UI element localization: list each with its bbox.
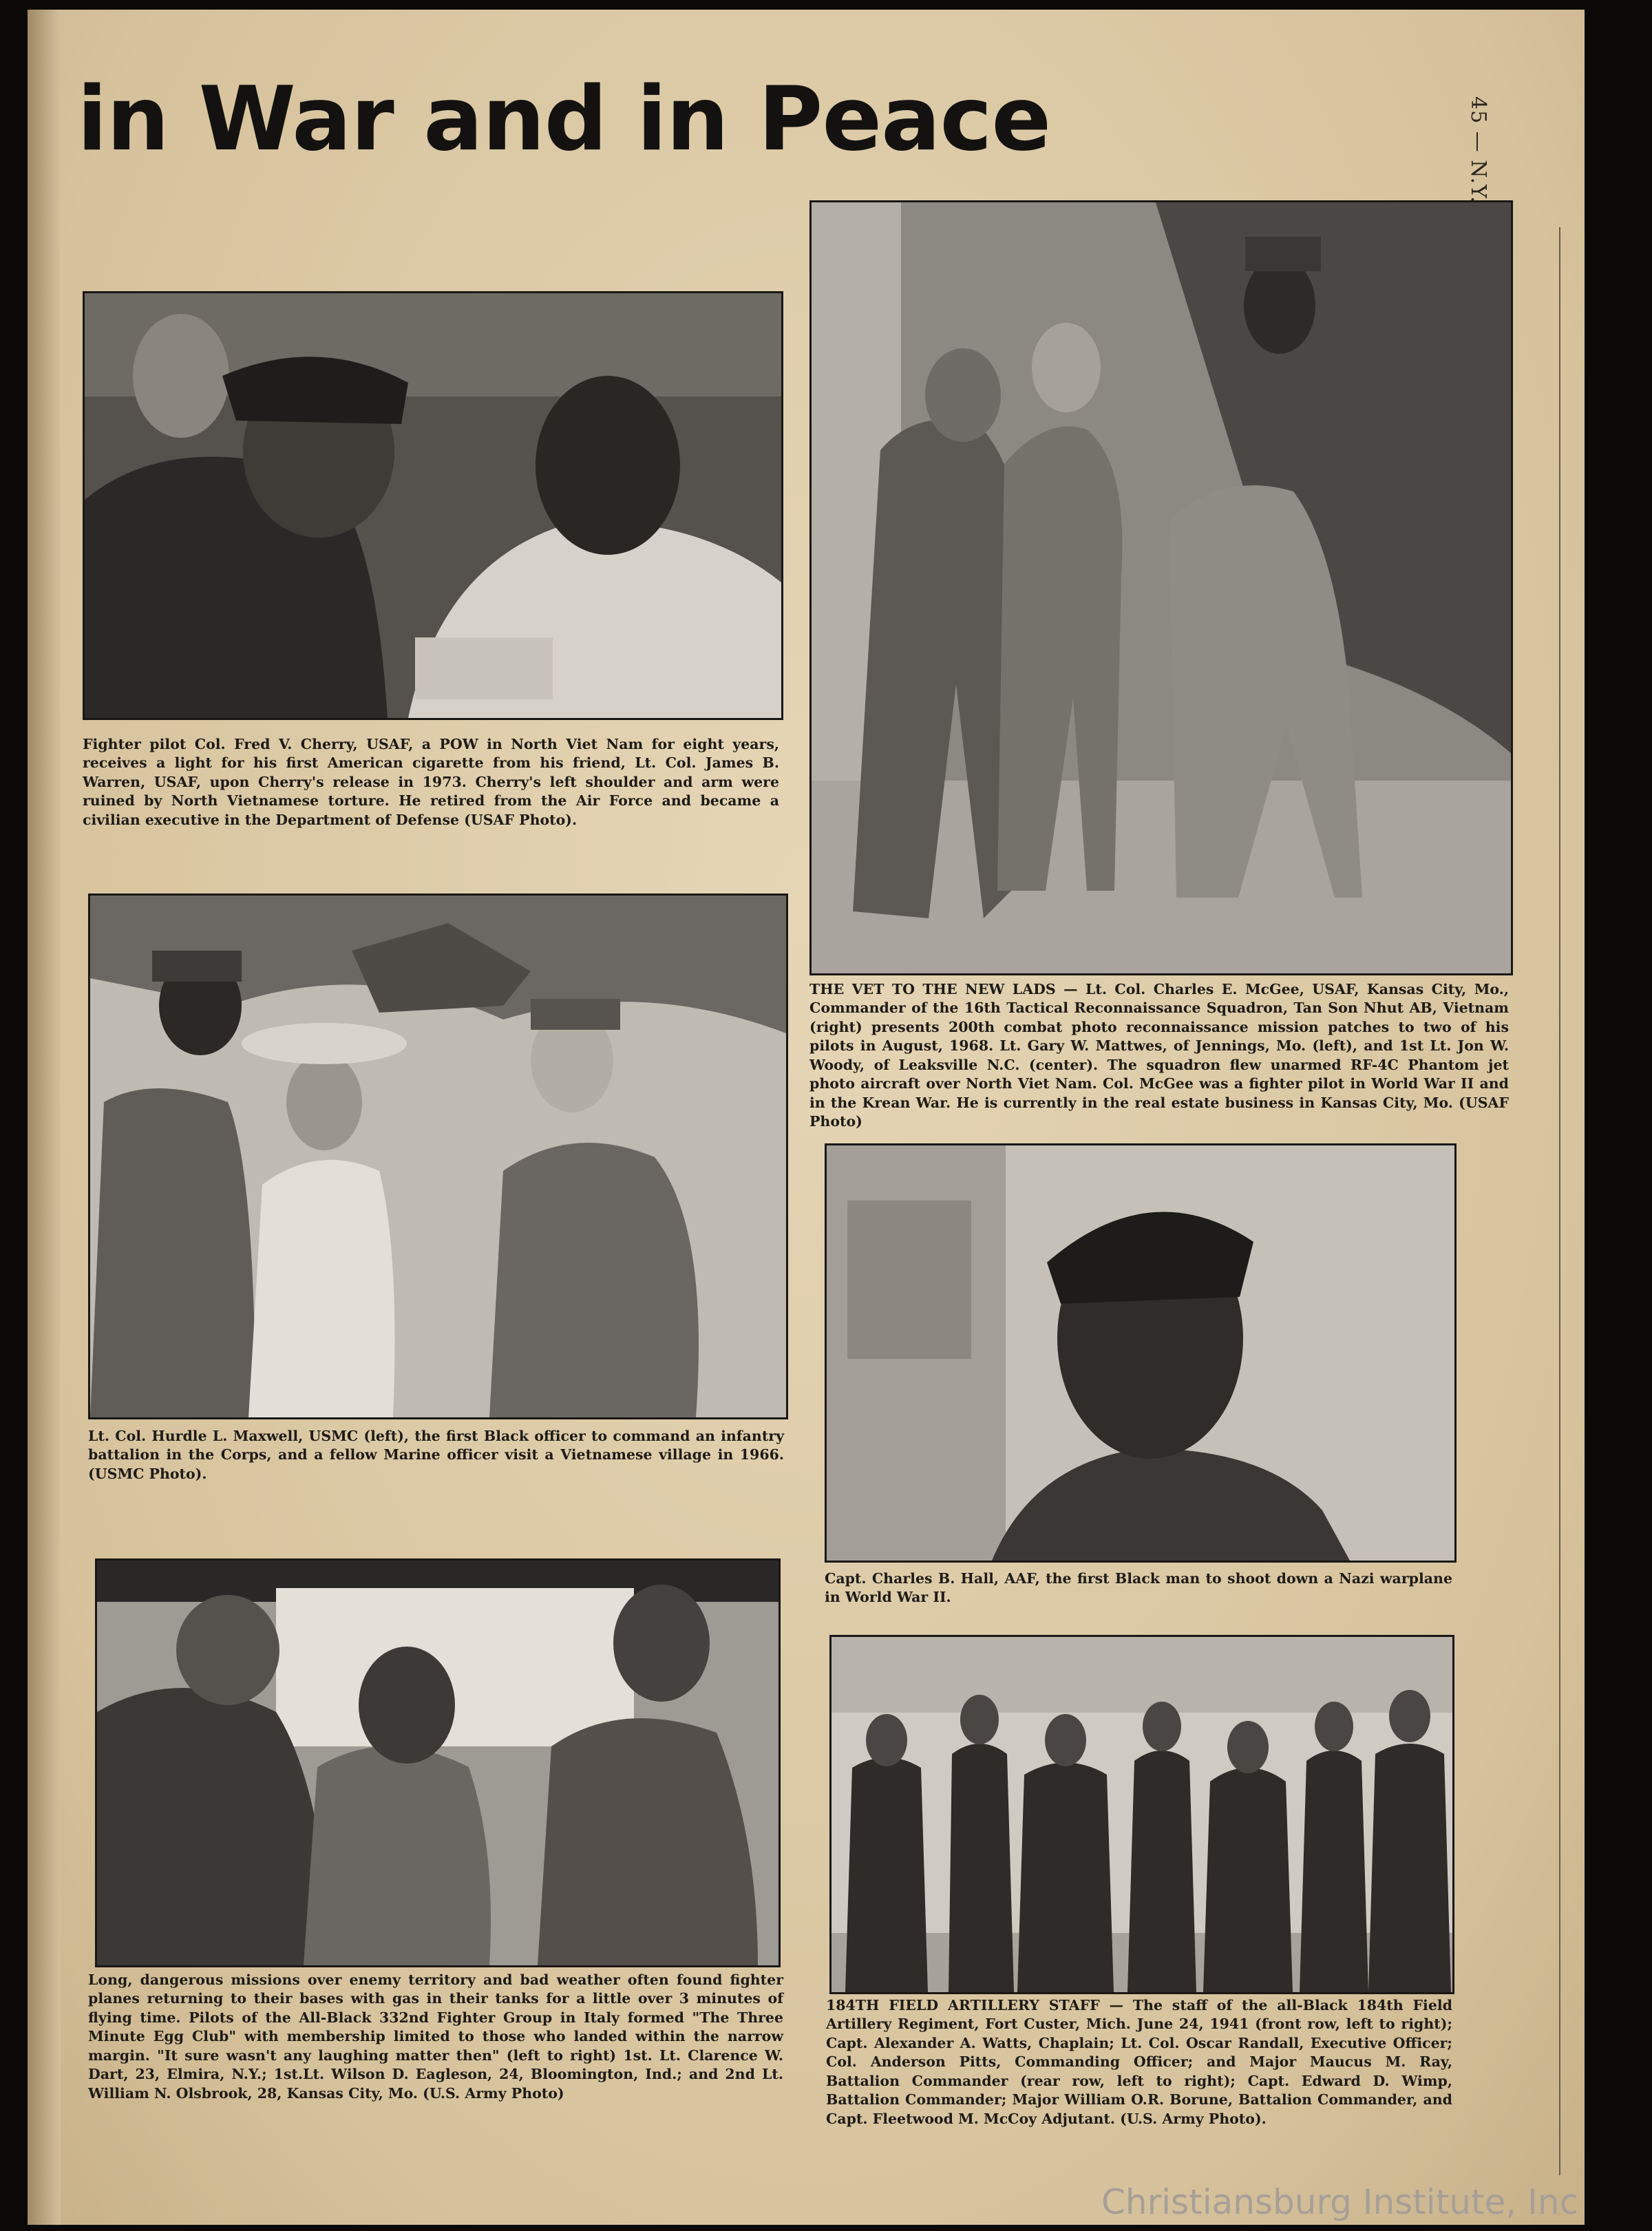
- column-rule: [1559, 227, 1560, 2175]
- caption-mcgee: THE VET TO THE NEW LADS — Lt. Col. Charles E. McGee, USAF, Kansas City, Mo., Commander of the 16th Tactical Reconnaissance Squadron, Tan Son Nhut AB, Vietnam (right) presents 200th combat photo reconnaissance mission patches to two of his pilots in August, 1968. Lt. Gary W. Mattwes, of Jennings, Mo. (left), and 1st Lt. Jon W. Woody, of Leaksville N.C. (center). The squadron flew unarmed RF-4C Phantom jet photo aircraft over North Viet Nam. Col. McGee was a fighter pilot in World War II and in the Krean War. He is currently in the real estate business in Kansas City, Mo. (USAF Photo): [809, 981, 1509, 1130]
- photo-maxwell: [88, 894, 788, 1419]
- photo-artillery-staff: [829, 1635, 1454, 1994]
- caption-hall: Capt. Charles B. Hall, AAF, the first Black man to shoot down a Nazi warplane in World War II.: [825, 1570, 1452, 1606]
- photo-hall: [825, 1143, 1457, 1563]
- photo-mcgee: [809, 200, 1513, 975]
- page-headline: in War and in Peace: [77, 68, 1051, 171]
- caption-artillery-staff: 184TH FIELD ARTILLERY STAFF — The staff of the all-Black 184th Field Artillery Regiment, Fort Custer, Mich. June 24, 1941 (front row, left to right); Capt. Alexander A. Watts, Chaplain; Lt. Col. Oscar Randall, Executive Officer; Col. Anderson Pitts, Commanding Officer; and Major Maucus M. Ray, Battalion Commander (rear row, left to right); Capt. Edward D. Wimp, Battalion Commander; Major William O.R. Borune, Battalion Commander, and Capt. Fleetwood M. McCoy Adjutant. (U.S. Army Photo).: [826, 1997, 1452, 2127]
- caption-maxwell: Lt. Col. Hurdle L. Maxwell, USMC (left), the first Black officer to command an infantry battalion in the Corps, and a fellow Marine officer visit a Vietnamese village in 1966. (USMC Photo).: [88, 1428, 784, 1482]
- photo-cherry: [83, 291, 783, 720]
- caption-cherry: Fighter pilot Col. Fred V. Cherry, USAF, a POW in North Viet Nam for eight years, receives a light for his first American cigarette from his friend, Lt. Col. James B. Warren, USAF, upon Cherry's release in 1973. Cherry's left shoulder and arm were ruined by North Vietnamese torture. He retired from the Air Force and became a civilian executive in the Department of Defense (USAF Photo).: [83, 736, 779, 828]
- page-spine-edge: [28, 10, 61, 2225]
- watermark: Christiansburg Institute, Inc: [1101, 2182, 1579, 2222]
- photo-egg-club: [95, 1558, 781, 1967]
- caption-egg-club: Long, dangerous missions over enemy territory and bad weather often found fighter planes returning to their bases with gas in their tanks for a little over 3 minutes of flying time. Pilots of the All-Black 332nd Fighter Group in Italy formed "The Three Minute Egg Club" with membership limited to those who landed within the narrow margin. "It sure wasn't any laughing matter then" (left to right) 1st. Lt. Clarence W. Dart, 23, Elmira, N.Y.; 1st.Lt. Wilson D. Eagleson, 24, Bloomington, Ind.; and 2nd Lt. William N. Olsbrook, 28, Kansas City, Mo. (U.S. Army Photo): [88, 1971, 783, 2102]
